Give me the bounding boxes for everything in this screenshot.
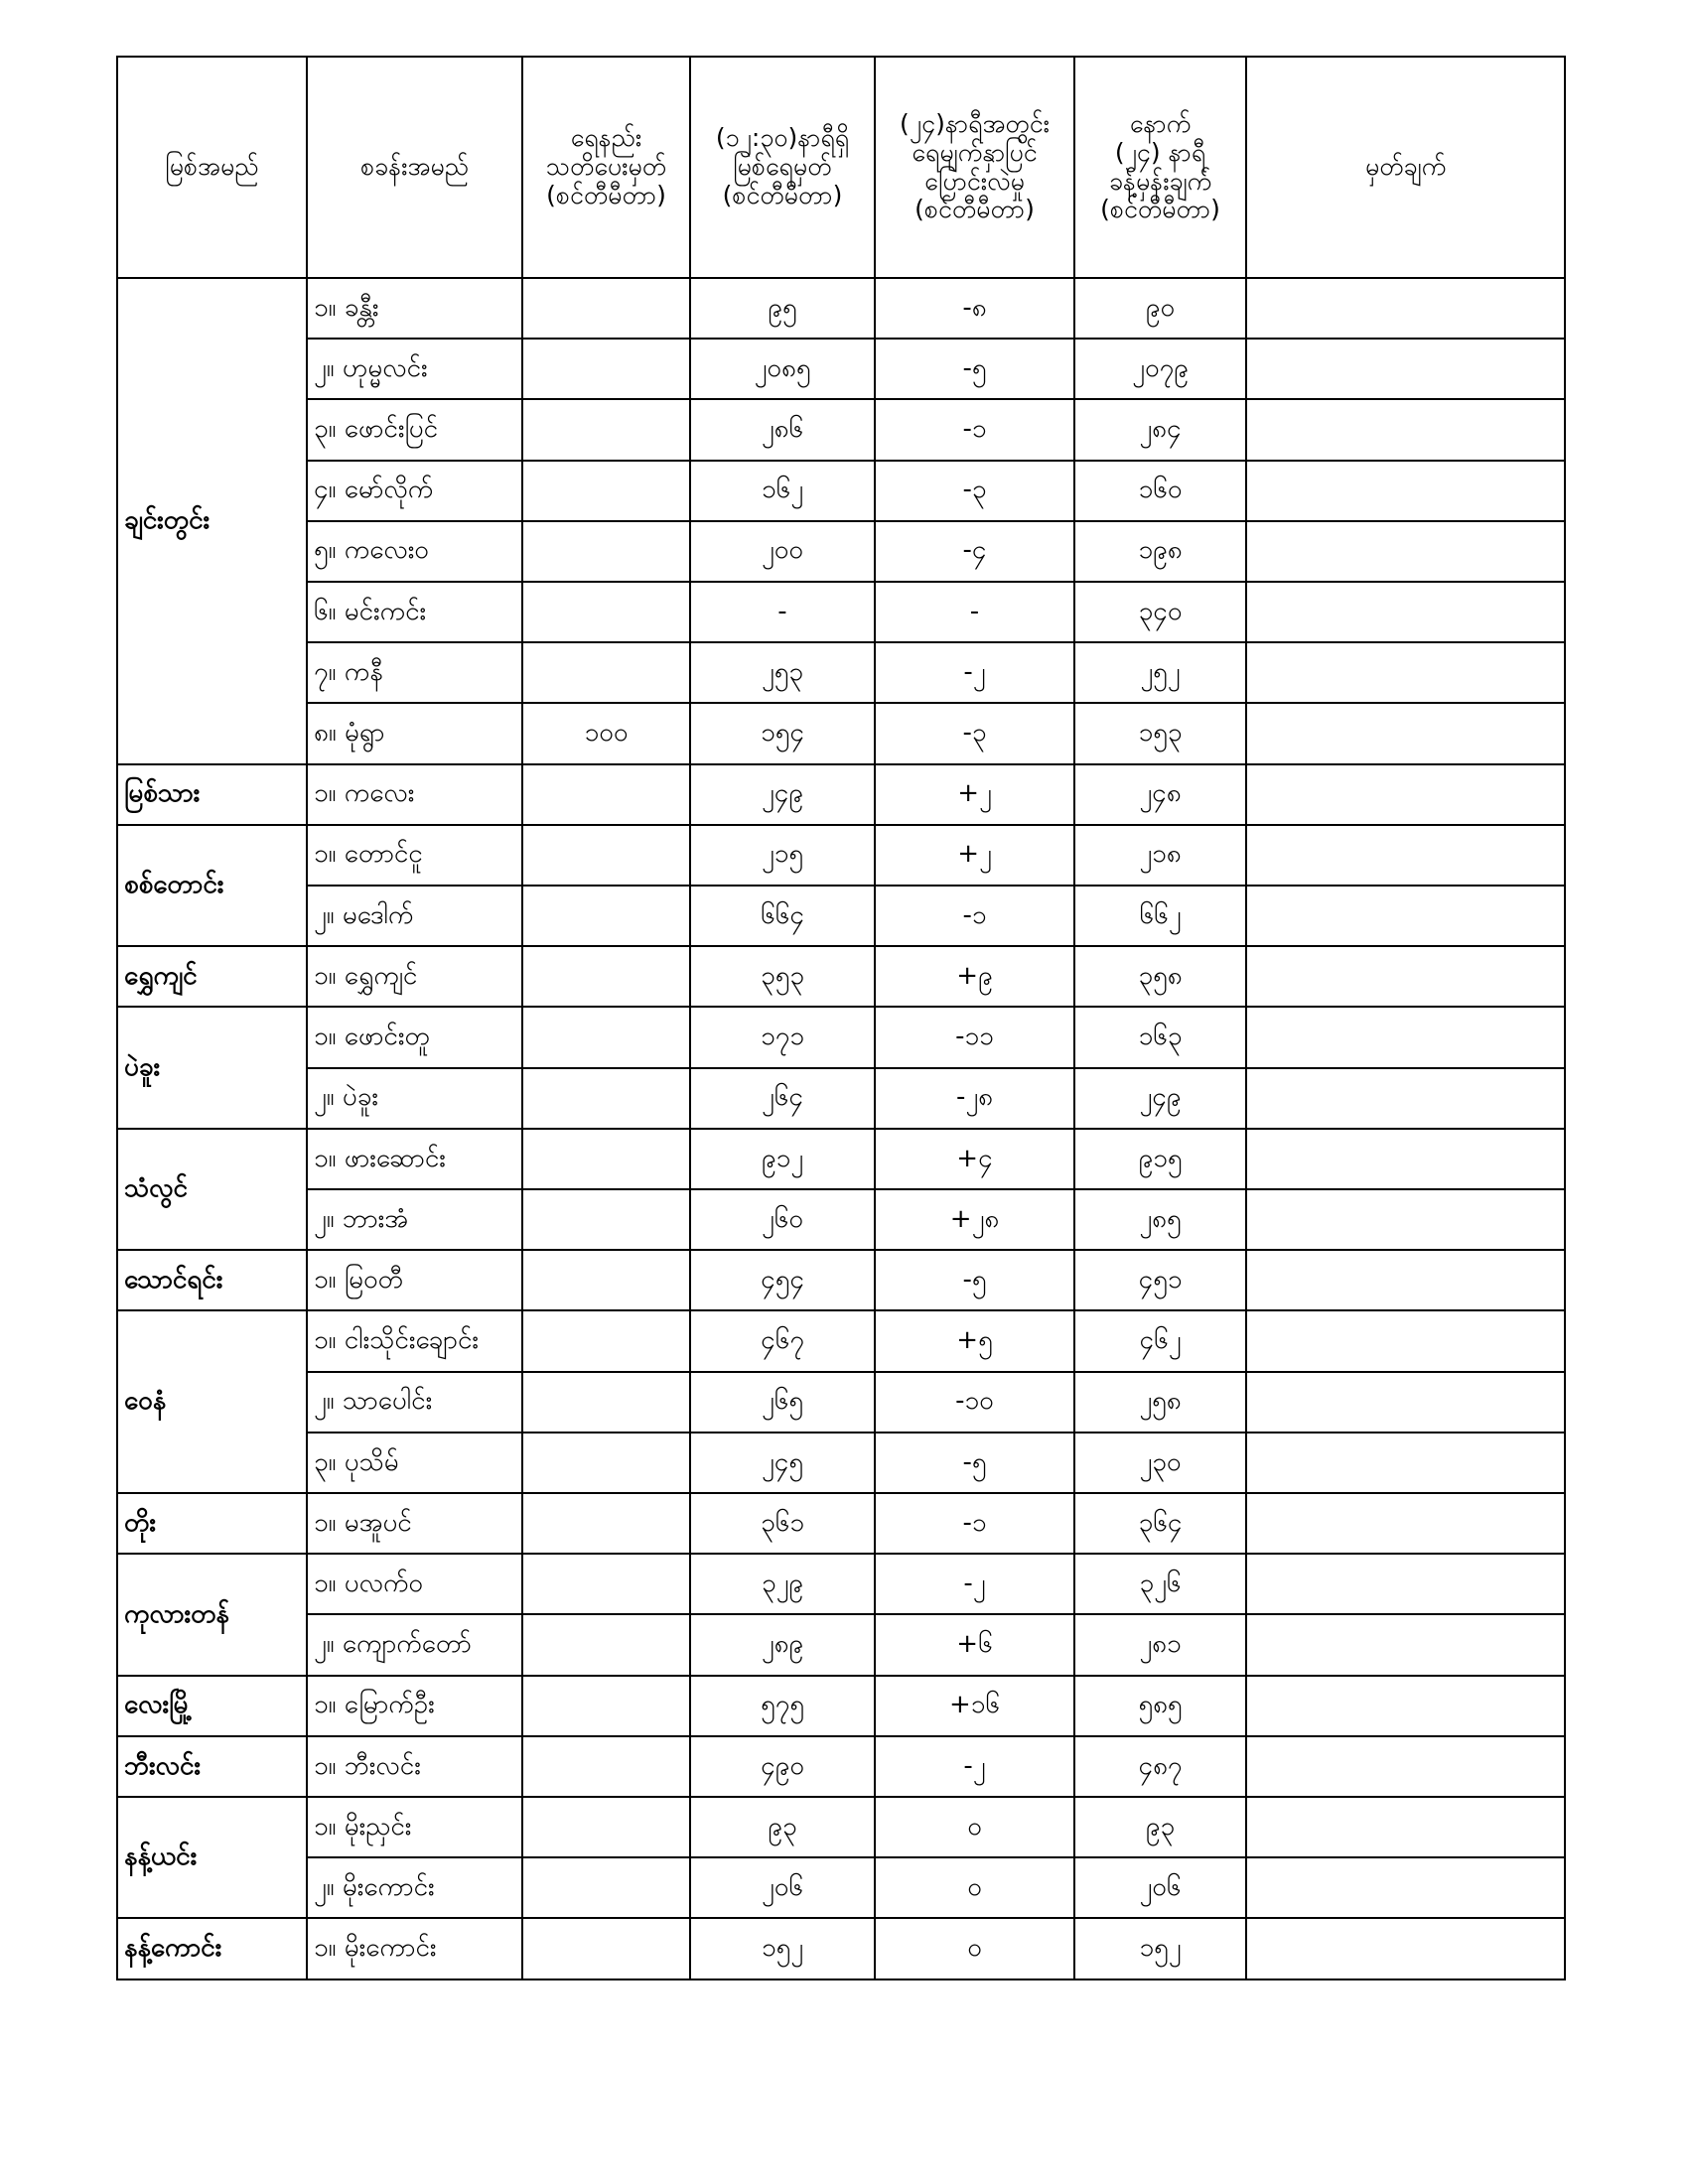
table-row xyxy=(117,703,1565,763)
change-cell: - xyxy=(875,582,1074,642)
water-level-cell: ၂၈၉ xyxy=(690,1614,875,1675)
change-cell: -၃ xyxy=(875,461,1074,521)
change-header xyxy=(875,57,1074,278)
table-row xyxy=(117,1493,1565,1554)
station-cell: ၄။ မော်လိုက် xyxy=(307,461,522,521)
river-name-cell: ဝေနံ xyxy=(117,1310,307,1493)
station-cell: ၁။ ကလေး xyxy=(307,764,522,825)
water-level-cell: ၂၄၉ xyxy=(690,764,875,825)
remark-cell xyxy=(1246,642,1565,703)
remark-cell xyxy=(1246,1857,1565,1918)
water-level-cell: ၁၅၄ xyxy=(690,703,875,763)
table-row xyxy=(117,582,1565,642)
station-cell: ၂။ ဟုမ္မလင်း xyxy=(307,339,522,399)
station-cell: ၆။ မင်းကင်း xyxy=(307,582,522,642)
change-cell: -၁၁ xyxy=(875,1007,1074,1067)
warning-level-cell xyxy=(522,1068,690,1129)
forecast-cell: ၅၈၅ xyxy=(1074,1676,1246,1736)
warning-level-cell xyxy=(522,339,690,399)
change-cell: +၂ xyxy=(875,764,1074,825)
change-cell: -၁ xyxy=(875,399,1074,460)
warning-level-cell xyxy=(522,1310,690,1371)
forecast-cell: ၁၆၃ xyxy=(1074,1007,1246,1067)
change-cell: +၆ xyxy=(875,1614,1074,1675)
remark-cell xyxy=(1246,582,1565,642)
forecast-cell: ၂၈၅ xyxy=(1074,1189,1246,1250)
header-line: မြစ်အမည် xyxy=(165,152,259,182)
table-row xyxy=(117,1797,1565,1857)
warning-level-cell xyxy=(522,461,690,521)
change-cell: +၂ xyxy=(875,825,1074,886)
forecast-header xyxy=(1074,57,1246,278)
remark-cell xyxy=(1246,1554,1565,1614)
forecast-cell: ၂၅၈ xyxy=(1074,1372,1246,1433)
table-row xyxy=(117,825,1565,886)
warning-level-cell xyxy=(522,1129,690,1189)
change-cell: -၅ xyxy=(875,1250,1074,1310)
water-level-cell: ၂၆၄ xyxy=(690,1068,875,1129)
river-name-cell: နန့်ယင်း xyxy=(117,1797,307,1918)
warning-level-header xyxy=(522,57,690,278)
warning-level-cell: ၁၀၀ xyxy=(522,703,690,763)
warning-level-cell xyxy=(522,1797,690,1857)
water-level-cell: ၄၆၇ xyxy=(690,1310,875,1371)
station-cell: ၃။ ဖောင်းပြင် xyxy=(307,399,522,460)
header-line: (၂၄)နာရီအတွင်း xyxy=(900,109,1050,138)
forecast-cell: ၂၃၀ xyxy=(1074,1433,1246,1493)
forecast-cell: ၄၅၁ xyxy=(1074,1250,1246,1310)
water-level-cell: ၆၆၄ xyxy=(690,886,875,946)
remark-cell xyxy=(1246,825,1565,886)
header-line: (စင်တီမီတာ) xyxy=(722,180,843,209)
table-row xyxy=(117,399,1565,460)
station-cell: ၂။ ကျောက်တော် xyxy=(307,1614,522,1675)
river-name-cell: ရွှေကျင် xyxy=(117,946,307,1007)
water-level-cell: ၂၁၅ xyxy=(690,825,875,886)
river-name-cell: ချင်းတွင်း xyxy=(117,278,307,764)
river-name-cell: တိုး xyxy=(117,1493,307,1554)
remark-cell xyxy=(1246,1433,1565,1493)
warning-level-cell xyxy=(522,1554,690,1614)
header-line: မြစ်ရေမှတ် xyxy=(733,152,832,182)
warning-level-cell xyxy=(522,886,690,946)
water-level-cell: ၂၅၃ xyxy=(690,642,875,703)
table-row xyxy=(117,886,1565,946)
header-line: (စင်တီမီတာ) xyxy=(546,180,666,209)
water-level-cell: ၂၀၆ xyxy=(690,1857,875,1918)
warning-level-cell xyxy=(522,1676,690,1736)
change-cell: -၁ xyxy=(875,886,1074,946)
station-cell: ၁။ ခန္တီး xyxy=(307,278,522,339)
station-cell: ၁။ ရွှေကျင် xyxy=(307,946,522,1007)
change-cell: +၅ xyxy=(875,1310,1074,1371)
change-cell: -၂ xyxy=(875,642,1074,703)
forecast-cell: ၁၉၈ xyxy=(1074,521,1246,582)
water-level-cell: ၉၁၂ xyxy=(690,1129,875,1189)
station-cell: ၇။ ကနီ xyxy=(307,642,522,703)
station-cell: ၈။ မုံရွာ xyxy=(307,703,522,763)
water-level-cell: ၄၉၀ xyxy=(690,1736,875,1797)
warning-level-cell xyxy=(522,946,690,1007)
table-row xyxy=(117,1310,1565,1371)
remark-cell xyxy=(1246,1250,1565,1310)
warning-level-cell xyxy=(522,278,690,339)
remark-cell xyxy=(1246,1676,1565,1736)
station-cell: ၂။ သာပေါင်း xyxy=(307,1372,522,1433)
table-row xyxy=(117,1433,1565,1493)
table-row xyxy=(117,1068,1565,1129)
water-level-cell: ၁၅၂ xyxy=(690,1918,875,1979)
water-level-cell: ၂၈၆ xyxy=(690,399,875,460)
forecast-cell: ၆၆၂ xyxy=(1074,886,1246,946)
water-level-cell: ၁၇၁ xyxy=(690,1007,875,1067)
forecast-cell: ၂၈၁ xyxy=(1074,1614,1246,1675)
remark-cell xyxy=(1246,1310,1565,1371)
water-level-cell: - xyxy=(690,582,875,642)
remark-cell xyxy=(1246,1007,1565,1067)
warning-level-cell xyxy=(522,1736,690,1797)
table-row xyxy=(117,1676,1565,1736)
header-line: သတိပေးမှတ် xyxy=(545,152,667,182)
table-row xyxy=(117,1736,1565,1797)
remark-cell xyxy=(1246,1189,1565,1250)
forecast-cell: ၂၄၈ xyxy=(1074,764,1246,825)
remark-cell xyxy=(1246,1068,1565,1129)
river-name-cell: မြစ်သား xyxy=(117,764,307,825)
table-row xyxy=(117,1918,1565,1979)
table-row xyxy=(117,946,1565,1007)
header-line: (စင်တီမီတာ) xyxy=(914,195,1035,224)
river-name-cell: စစ်တောင်း xyxy=(117,825,307,946)
station-cell: ၁။ မအူပင် xyxy=(307,1493,522,1554)
change-cell: ၀ xyxy=(875,1797,1074,1857)
warning-level-cell xyxy=(522,1007,690,1067)
warning-level-cell xyxy=(522,1372,690,1433)
warning-level-cell xyxy=(522,399,690,460)
station-cell: ၃။ ပုသိမ် xyxy=(307,1433,522,1493)
remark-cell xyxy=(1246,946,1565,1007)
river-name-cell: သောင်ရင်း xyxy=(117,1250,307,1310)
station-name-header xyxy=(307,57,522,278)
remark-cell xyxy=(1246,1493,1565,1554)
forecast-cell: ၂၀၇၉ xyxy=(1074,339,1246,399)
change-cell: -၁ xyxy=(875,1493,1074,1554)
forecast-cell: ၃၄၀ xyxy=(1074,582,1246,642)
table-row xyxy=(117,1250,1565,1310)
header-line: ရေမျက်နှာပြင် xyxy=(912,137,1038,167)
river-name-cell: နန့်ကောင်း xyxy=(117,1918,307,1979)
change-cell: -၂ xyxy=(875,1554,1074,1614)
remark-cell xyxy=(1246,1129,1565,1189)
water-level-cell: ၂၆၀ xyxy=(690,1189,875,1250)
header-line: (၁၂:၃၀)နာရီရှိ xyxy=(715,123,850,153)
change-cell: -၁၀ xyxy=(875,1372,1074,1433)
station-cell: ၁။ မိုးညှင်း xyxy=(307,1797,522,1857)
forecast-cell: ၁၅၂ xyxy=(1074,1918,1246,1979)
water-level-cell: ၄၅၄ xyxy=(690,1250,875,1310)
forecast-cell: ၃၆၄ xyxy=(1074,1493,1246,1554)
table-row xyxy=(117,1614,1565,1675)
river-level-table xyxy=(116,56,1566,1980)
river-name-header xyxy=(117,57,307,278)
water-level-header xyxy=(690,57,875,278)
station-cell: ၁။ မြဝတီ xyxy=(307,1250,522,1310)
remark-cell xyxy=(1246,703,1565,763)
forecast-cell: ၉၁၅ xyxy=(1074,1129,1246,1189)
header-line: နောက် xyxy=(1129,109,1192,138)
water-level-cell: ၂၀၈၅ xyxy=(690,339,875,399)
station-cell: ၁။ တောင်ငူ xyxy=(307,825,522,886)
station-cell: ၁။ ပလက်ဝ xyxy=(307,1554,522,1614)
forecast-cell: ၁၅၃ xyxy=(1074,703,1246,763)
water-level-cell: ၂၀၀ xyxy=(690,521,875,582)
forecast-cell: ၄၆၂ xyxy=(1074,1310,1246,1371)
remark-cell xyxy=(1246,1736,1565,1797)
change-cell: ၀ xyxy=(875,1918,1074,1979)
station-cell: ၂။ ပဲခူး xyxy=(307,1068,522,1129)
change-cell: +၄ xyxy=(875,1129,1074,1189)
water-level-cell: ၃၆၁ xyxy=(690,1493,875,1554)
remark-cell xyxy=(1246,1614,1565,1675)
table-row xyxy=(117,1007,1565,1067)
change-cell: -၅ xyxy=(875,1433,1074,1493)
table-row xyxy=(117,1129,1565,1189)
remark-cell xyxy=(1246,1918,1565,1979)
station-cell: ၂။ မိုးကောင်း xyxy=(307,1857,522,1918)
change-cell: -၈ xyxy=(875,278,1074,339)
river-name-cell: ပဲခူး xyxy=(117,1007,307,1128)
forecast-cell: ၄၈၇ xyxy=(1074,1736,1246,1797)
change-cell: -၂ xyxy=(875,1736,1074,1797)
warning-level-cell xyxy=(522,1189,690,1250)
forecast-cell: ၂၀၆ xyxy=(1074,1857,1246,1918)
station-cell: ၂။ မဒေါက် xyxy=(307,886,522,946)
station-cell: ၁။ ဖားဆောင်း xyxy=(307,1129,522,1189)
forecast-cell: ၃၂၆ xyxy=(1074,1554,1246,1614)
remark-cell xyxy=(1246,521,1565,582)
forecast-cell: ၃၅၈ xyxy=(1074,946,1246,1007)
header-row xyxy=(117,57,1565,278)
warning-level-cell xyxy=(522,1493,690,1554)
water-level-cell: ၂၆၅ xyxy=(690,1372,875,1433)
forecast-cell: ၂၁၈ xyxy=(1074,825,1246,886)
water-level-cell: ၂၄၅ xyxy=(690,1433,875,1493)
water-level-cell: ၃၂၉ xyxy=(690,1554,875,1614)
forecast-cell: ၂၄၉ xyxy=(1074,1068,1246,1129)
station-cell: ၅။ ကလေးဝ xyxy=(307,521,522,582)
table-row xyxy=(117,1857,1565,1918)
table-row xyxy=(117,278,1565,339)
water-level-cell: ၁၆၂ xyxy=(690,461,875,521)
remark-cell xyxy=(1246,1372,1565,1433)
change-cell: -၄ xyxy=(875,521,1074,582)
table-row xyxy=(117,1372,1565,1433)
warning-level-cell xyxy=(522,764,690,825)
header-line: (၂၄) နာရီ xyxy=(1114,137,1206,167)
station-cell: ၁။ မိုးကောင်း xyxy=(307,1918,522,1979)
warning-level-cell xyxy=(522,1433,690,1493)
remark-cell xyxy=(1246,764,1565,825)
table-row xyxy=(117,642,1565,703)
table-body xyxy=(117,278,1565,1979)
table-row xyxy=(117,521,1565,582)
station-cell: ၂။ ဘားအံ xyxy=(307,1189,522,1250)
warning-level-cell xyxy=(522,521,690,582)
header-line: စခန်းအမည် xyxy=(360,152,469,182)
water-level-cell: ၅၇၅ xyxy=(690,1676,875,1736)
station-cell: ၁။ ဘီးလင်း xyxy=(307,1736,522,1797)
water-level-cell: ၉၃ xyxy=(690,1797,875,1857)
warning-level-cell xyxy=(522,1918,690,1979)
warning-level-cell xyxy=(522,825,690,886)
remark-cell xyxy=(1246,399,1565,460)
river-name-cell: လေးမြို့ xyxy=(117,1676,307,1736)
river-name-cell: သံလွင် xyxy=(117,1129,307,1250)
remark-cell xyxy=(1246,886,1565,946)
forecast-cell: ၂၅၂ xyxy=(1074,642,1246,703)
forecast-cell: ၉၃ xyxy=(1074,1797,1246,1857)
remark-cell xyxy=(1246,339,1565,399)
change-cell: +၁၆ xyxy=(875,1676,1074,1736)
change-cell: -၃ xyxy=(875,703,1074,763)
change-cell: ၀ xyxy=(875,1857,1074,1918)
change-cell: +၂၈ xyxy=(875,1189,1074,1250)
forecast-cell: ၁၆၀ xyxy=(1074,461,1246,521)
table-row xyxy=(117,1189,1565,1250)
table-row xyxy=(117,764,1565,825)
table-row xyxy=(117,339,1565,399)
water-level-cell: ၉၅ xyxy=(690,278,875,339)
forecast-cell: ၉၀ xyxy=(1074,278,1246,339)
warning-level-cell xyxy=(522,642,690,703)
header-line: မှတ်ချက် xyxy=(1364,152,1447,182)
station-cell: ၁။ ဖောင်းတူ xyxy=(307,1007,522,1067)
remark-cell xyxy=(1246,278,1565,339)
forecast-cell: ၂၈၄ xyxy=(1074,399,1246,460)
table-row xyxy=(117,461,1565,521)
warning-level-cell xyxy=(522,1250,690,1310)
station-cell: ၁။ မြောက်ဦး xyxy=(307,1676,522,1736)
header-line: ရေနည်း xyxy=(570,123,642,153)
change-cell: +၉ xyxy=(875,946,1074,1007)
warning-level-cell xyxy=(522,582,690,642)
header-line: ခန့်မှန်းချက် xyxy=(1108,166,1212,196)
warning-level-cell xyxy=(522,1614,690,1675)
river-name-cell: ဘီးလင်း xyxy=(117,1736,307,1797)
change-cell: -၂၈ xyxy=(875,1068,1074,1129)
header-line: ပြောင်းလဲမှု xyxy=(924,166,1025,196)
change-cell: -၅ xyxy=(875,339,1074,399)
water-level-cell: ၃၅၃ xyxy=(690,946,875,1007)
table-row xyxy=(117,1554,1565,1614)
river-name-cell: ကုလားတန် xyxy=(117,1554,307,1675)
warning-level-cell xyxy=(522,1857,690,1918)
station-cell: ၁။ ငါးသိုင်းချောင်း xyxy=(307,1310,522,1371)
remark-header xyxy=(1246,57,1565,278)
remark-cell xyxy=(1246,1797,1565,1857)
remark-cell xyxy=(1246,461,1565,521)
header-line: (စင်တီမီတာ) xyxy=(1100,195,1220,224)
